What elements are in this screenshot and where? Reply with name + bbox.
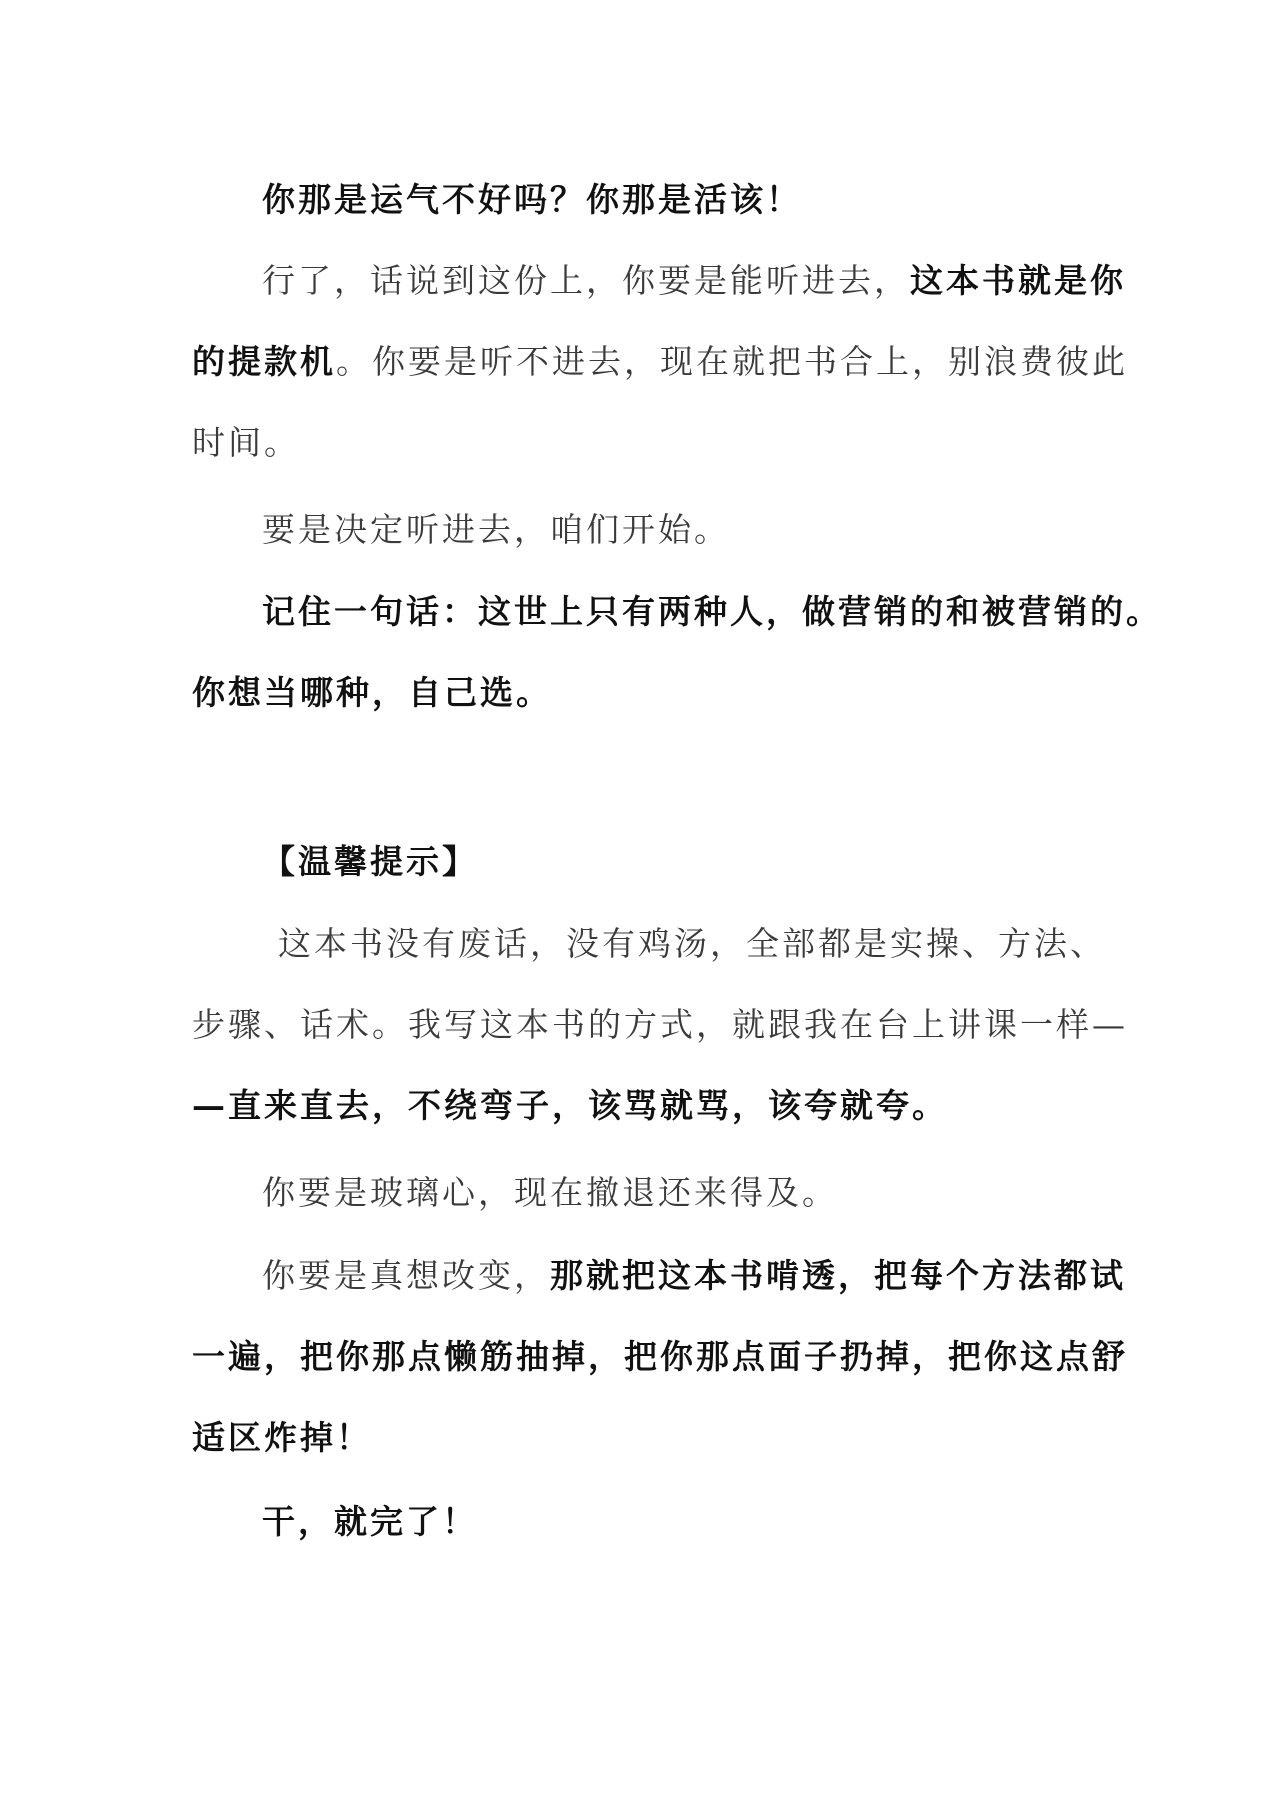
section-heading: [262, 840, 1273, 884]
paragraph-line: [262, 259, 1273, 303]
paragraph-line: [262, 178, 1273, 222]
paragraph-line: [262, 1171, 1273, 1215]
bold-text: 这本书就是你: [910, 261, 1126, 300]
paragraph-line: [192, 1335, 1273, 1379]
paragraph-line: [262, 508, 1273, 552]
normal-text: 步骤、话术。我写这本书的方式，就跟我在台上讲课一样—: [192, 1005, 1128, 1044]
paragraph-line: [278, 922, 1273, 966]
paragraph-line: [192, 671, 1273, 715]
normal-text: 这本书没有废话，没有鸡汤，全部都是实操、方法、: [278, 924, 1106, 963]
paragraph-line: [262, 590, 1273, 634]
bold-text: 你那是运气不好吗？你那是活该！: [262, 180, 802, 219]
paragraph-line: [262, 1500, 1273, 1544]
normal-text: 你要是真想改变，: [262, 1256, 550, 1295]
bold-text: 你想当哪种，自己选。: [192, 673, 552, 712]
bold-text: 适区炸掉！: [192, 1418, 372, 1457]
bold-text: 记住一句话：这世上只有两种人，做营销的和被营销的。: [262, 592, 1162, 631]
bold-text: 那就把这本书啃透，把每个方法都试: [550, 1256, 1126, 1295]
normal-text: 要是决定听进去，咱们开始。: [262, 510, 730, 549]
normal-text: 行了，话说到这份上，你要是能听进去，: [262, 261, 910, 300]
bold-text: —直来直去，不绕弯子，该骂就骂，该夸就夸。: [192, 1086, 948, 1125]
normal-text: 你要是玻璃心，现在撤退还来得及。: [262, 1173, 838, 1212]
bold-text: 的提款机: [192, 342, 336, 381]
normal-text: 。你要是听不进去，现在就把书合上，别浪费彼此: [336, 342, 1128, 381]
normal-text: 时间。: [192, 423, 300, 462]
bold-text: 干，就完了！: [262, 1502, 478, 1541]
paragraph-line: [262, 1254, 1273, 1298]
paragraph-line: [192, 1003, 1273, 1047]
paragraph-line: [192, 340, 1273, 384]
paragraph-line: [192, 1416, 1273, 1460]
paragraph-line: [192, 421, 1273, 465]
paragraph-line: [192, 1084, 1273, 1128]
heading-text: 【温馨提示】: [262, 842, 478, 881]
bold-text: 一遍，把你那点懒筋抽掉，把你那点面子扔掉，把你这点舒: [192, 1337, 1128, 1376]
